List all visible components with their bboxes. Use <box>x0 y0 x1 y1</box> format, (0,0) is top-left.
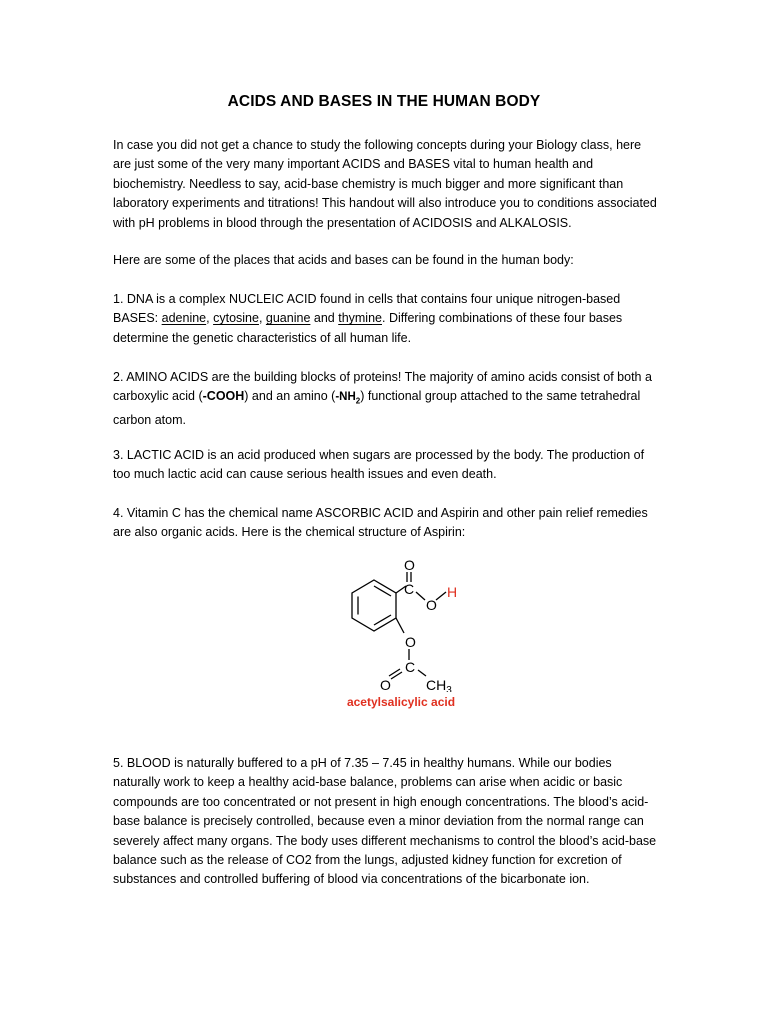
intro-paragraph: In case you did not get a chance to study the following concepts during your Biology class, here are just some of the very many important ACIDS and BASES vital to human health and biochemistry. Needless to say, acid-base chemistry is much bigger and more significant than laboratory experiments and titrations! This handout will also introduce you to conditions associated with pH problems in blood through the presentation of ACIDOSIS and ALKALOSIS. <box>113 138 657 230</box>
atom-o-ring: O <box>405 634 416 650</box>
nh2-group <box>335 391 361 406</box>
base-thymine: thymine <box>338 311 382 326</box>
atom-o-top: O <box>404 557 415 573</box>
cooh-group: -COOH <box>202 389 245 404</box>
separator: and <box>310 311 339 326</box>
item-dna-lead: 1. DNA is a complex NUCLEIC ACID found in cells that contains four unique nitrogen-based BASES: <box>113 292 621 326</box>
separator: , <box>258 311 266 326</box>
atom-h: H <box>447 584 458 600</box>
base-guanine: guanine <box>265 311 311 326</box>
bond-c-oh <box>416 592 425 600</box>
ring-double-bond <box>374 586 391 596</box>
ring-double-bond <box>374 615 391 625</box>
bond-c-ch3 <box>418 670 426 676</box>
item-amino-mid: ) and an amino ( <box>244 389 336 404</box>
atom-o-bottom: O <box>380 677 391 692</box>
nh2-main: -NH <box>335 391 356 404</box>
base-cytosine: cytosine <box>213 311 259 326</box>
places-intro-paragraph: Here are some of the places that acids and bases can be found in the human body: <box>113 253 574 267</box>
bond-o-h <box>436 592 446 600</box>
atom-ch3 <box>426 677 452 692</box>
page-title: ACIDS AND BASES IN THE HUMAN BODY <box>227 93 541 110</box>
aspirin-structure-diagram <box>330 552 490 692</box>
item-amino-tail: ) functional group attached to the same tetrahedral carbon atom. <box>113 389 641 428</box>
item-vitamin-c-paragraph: 4. Vitamin C has the chemical name ASCORBIC ACID and Aspirin and other pain relief remedies are also organic acids. Here is the chemical structure of Aspirin: <box>113 506 648 540</box>
ch3-main: CH <box>426 677 447 692</box>
atom-c-bottom: C <box>405 659 416 675</box>
item-amino-lead: 2. AMINO ACIDS are the building blocks of proteins! The majority of amino acids consist of both a carboxylic acid ( <box>113 370 652 404</box>
separator: , <box>206 311 214 326</box>
item-blood-paragraph: 5. BLOOD is naturally buffered to a pH of 7.35 – 7.45 in healthy humans. While our bodies naturally work to keep a healthy acid-base balance, problems can arise when acidic or basic compounds are too concentrated or not present in high enough concentrations. The blood’s acid-base balance is precisely controlled, because even a minor deviation from the normal range can severely affect many organs. The body uses different mechanisms to control the blood’s acid-base balance such as the release of CO2 from the lungs, adjusted kidney function for excretion of substances and controlled buffering of blood via concentrations of the bicarbonate ion. <box>113 756 657 887</box>
nh2-subscript: 2 <box>355 396 361 406</box>
item-amino-acids-paragraph <box>113 368 658 431</box>
aspirin-caption: acetylsalicylic acid <box>346 695 456 709</box>
item-dna-tail: . Differing combinations of these four bases determine the genetic characteristics of all human life. <box>113 311 623 345</box>
item-dna-paragraph <box>113 290 658 348</box>
item-lactic-acid-paragraph: 3. LACTIC ACID is an acid produced when sugars are processed by the body. The production of too much lactic acid can cause serious health issues and even death. <box>113 448 645 482</box>
atom-o-hydroxyl: O <box>426 597 437 613</box>
bond-ring-ester-o <box>396 618 404 633</box>
aspirin-structure-figure <box>330 552 490 722</box>
base-adenine: adenine <box>161 311 207 326</box>
atom-c-top: C <box>404 581 415 597</box>
ch3-subscript: 3 <box>446 685 452 692</box>
